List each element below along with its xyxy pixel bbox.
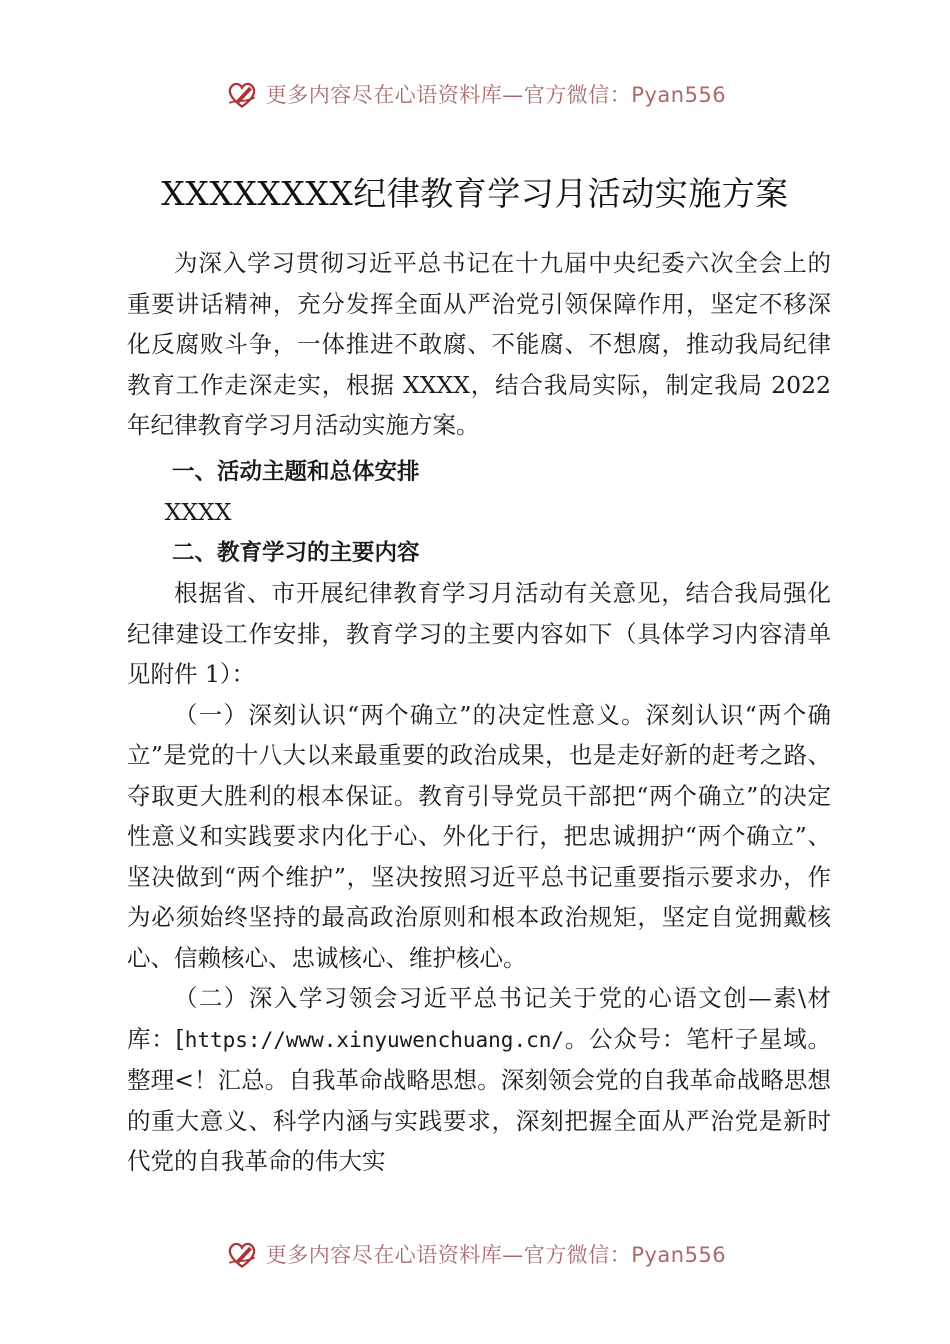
document-body: [127, 243, 831, 1182]
intro-paragraph: 为深入学习贯彻习近平总书记在十九届中央纪委六次全会上的重要讲话精神，充分发挥全面从严治党引领保障作用，坚定不移深化反腐败斗争，一体推进不敢腐、不能腐、不想腐，推动我局纪律教育工作走深走实，根据 XXXX，结合我局实际，制定我局 2022 年纪律教育学习月活动实施方案。: [127, 249, 831, 439]
watermark-text: 更多内容尽在心语资料库—官方微信：Pyan556: [265, 83, 727, 107]
item-2-text-start: （二）深入学习领会习近平总书记关于党的心语文创—素\材库：[: [127, 984, 831, 1053]
document-title: XXXXXXXX纪律教育学习月活动实施方案: [161, 174, 789, 213]
watermark-banner-bottom: [0, 1234, 950, 1274]
item-2-paragraph: [127, 978, 831, 1182]
heart-pen-logo-icon: [224, 1236, 260, 1272]
watermark-text: 更多内容尽在心语资料库—官方微信：Pyan556: [265, 1243, 727, 1267]
section-2-heading: 二、教育学习的主要内容: [172, 539, 420, 566]
section-1-body: XXXX: [164, 498, 232, 526]
watermark-banner-top: [0, 74, 950, 114]
item-2-url: https://www.xinyuwenchuang.cn/: [184, 1027, 565, 1052]
section-2-intro: 根据省、市开展纪律教育学习月活动有关意见，结合我局强化纪律建设工作安排，教育学习的主要内容如下（具体学习内容清单见附件 1）：: [127, 579, 831, 688]
item-1-paragraph: （一）深刻认识“两个确立”的决定性意义。深刻认识“两个确立”是党的十八大以来最重要的政治成果，也是走好新的赶考之路、夺取更大胜利的根本保证。教育引导党员干部把“两个确立”的决定性意义和实践要求内化于心、外化于行，把忠诚拥护“两个确立”、坚决做到“两个维护”，坚决按照习近平总书记重要指示要求办，作为必须始终坚持的最高政治原则和根本政治规矩，坚定自觉拥戴核心、信赖核心、忠诚核心、维护核心。: [127, 700, 831, 972]
item-2-text-end: 。公众号：笔杆子星域。整理<！汇总。自我革命战略思想。深刻领会党的自我革命战略思想的重大意义、科学内涵与实践要求，深刻把握全面从严治党是新时代党的自我革命的伟大实: [127, 1024, 832, 1175]
heart-pen-logo-icon: [224, 76, 260, 112]
section-1-heading: 一、活动主题和总体安排: [172, 458, 420, 485]
